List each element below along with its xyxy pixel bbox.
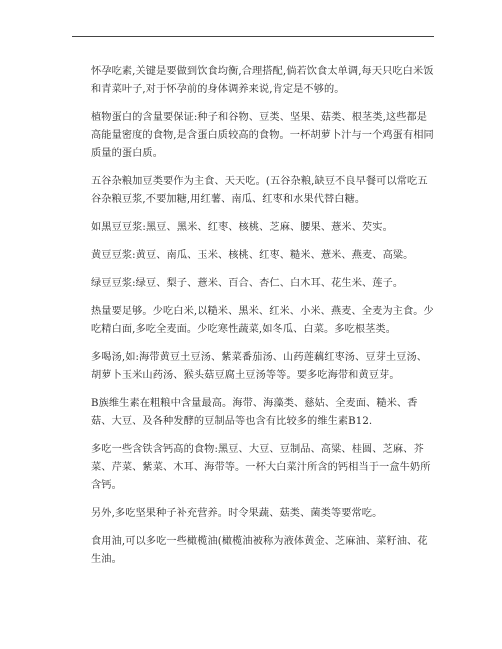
paragraph: 植物蛋白的含量要保证:种子和谷物、豆类、坚果、菇类、根茎类,这些都是高能量密度的食物,是含蛋白质较高的食物。一杯胡萝卜汁与一个鸡蛋有相同质量的蛋白质。 xyxy=(91,112,434,159)
paragraph: 热量要足够。少吃白米,以糙米、黑米、红米、小米、燕麦、全麦为主食。少吃精白面,多吃全麦面。少吃寒性蔬菜,如冬瓜、白菜。多吃根茎类。 xyxy=(91,306,434,335)
paragraph: 绿豆豆浆:绿豆、梨子、薏米、百合、杏仁、白木耳、花生米、莲子。 xyxy=(91,278,404,289)
paragraph: 怀孕吃素,关键是要做到饮食均衡,合理搭配,倘若饮食太单调,每天只吃白米饭和青菜叶子,对于怀孕前的身体调养来说,肯定是不够的。 xyxy=(91,66,434,95)
paragraph: 黄豆豆浆:黄豆、南瓜、玉米、核桃、红枣、糙米、薏米、燕麦、高粱。 xyxy=(91,250,414,261)
paragraph: 食用油,可以多吃一些橄榄油(橄榄油被称为液体黄金、芝麻油、菜籽油、花生油。 xyxy=(91,536,428,565)
paragraph: 五谷杂粮加豆类要作为主食、天天吃。(五谷杂粮,缺豆不良早餐可以常吃五谷杂粮豆浆,不要加糖,用红薯、南瓜、红枣和水果代替白糖。 xyxy=(91,176,428,205)
paragraph: 多吃一些含铁含钙高的食物:黑豆、大豆、豆制品、高粱、桂圆、芝麻、芥菜、芹菜、紫菜、木耳、海带等。一杯大白菜汁所含的钙相当于一盒牛奶所含钙。 xyxy=(91,444,431,491)
paragraph: 如黑豆豆浆:黑豆、黑米、红枣、核桃、芝麻、腰果、薏米、芡实。 xyxy=(91,222,393,233)
paragraph: 多喝汤,如:海带黄豆土豆汤、紫菜番茄汤、山药莲藕红枣汤、豆芽土豆汤、胡萝卜玉米山药汤、猴头菇豆腐土豆汤等等。要多吃海带和黄豆芽。 xyxy=(91,352,428,381)
document-body xyxy=(91,63,436,579)
header-rule xyxy=(72,36,434,37)
paragraph: 另外,多吃坚果种子补充营养。时令果蔬、菇类、菌类等要常吃。 xyxy=(91,508,383,519)
paragraph: B族维生素在粗粮中含量最高。海带、海藻类、慈姑、全麦面、糙米、香菇、大豆、及各种发酵的豆制品等也含有比较多的维生素B12. xyxy=(91,398,418,427)
